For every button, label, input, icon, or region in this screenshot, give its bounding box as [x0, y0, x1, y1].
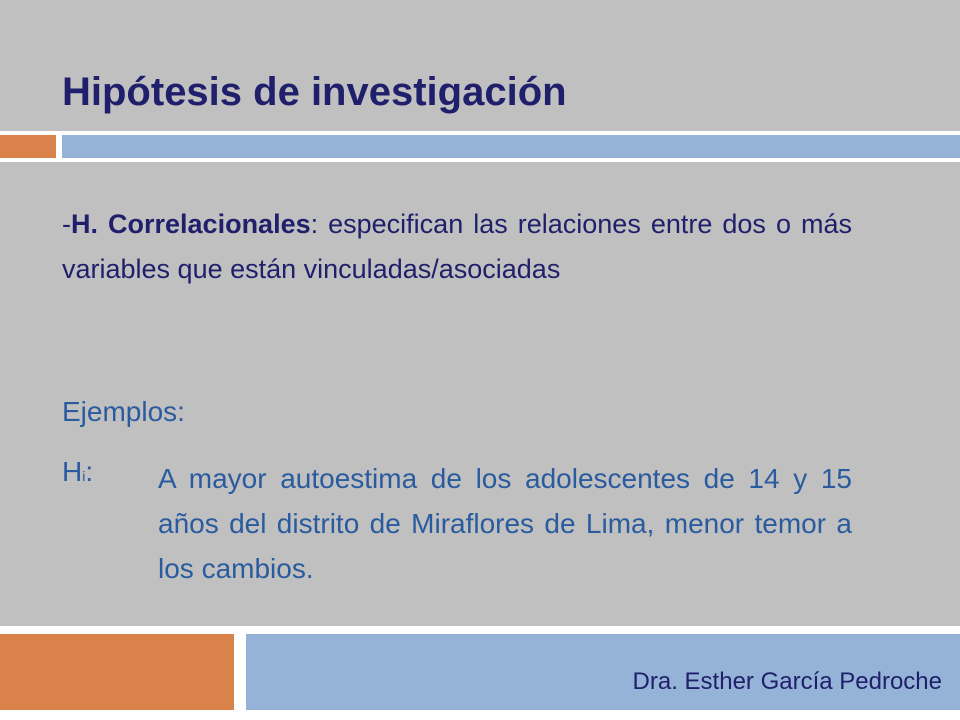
hypothesis-letter: H	[62, 456, 83, 487]
top-divider-white-bottom	[0, 158, 960, 162]
hypothesis-subscript: i	[82, 468, 86, 484]
definition-term: H. Correlacionales	[71, 209, 311, 239]
definition-text: : especifican las relaciones entre dos o más variables que están vinculadas/asociadas	[62, 209, 852, 284]
top-accent-blue	[62, 135, 960, 158]
hypothesis-text: A mayor autoestima de los adolescentes de 14 y 15 años del distrito de Miraflores de Lima, menor temor a los cambios.	[158, 463, 852, 584]
author-footer: Dra. Esther García Pedroche	[632, 668, 942, 695]
examples-label: Ejemplos:	[62, 396, 185, 427]
top-accent-orange	[0, 135, 56, 158]
bottom-divider-white	[0, 626, 960, 634]
definition-prefix: -	[62, 209, 71, 239]
bottom-divider-gap	[234, 634, 246, 720]
bottom-accent-orange	[0, 634, 234, 710]
hypothesis-label	[62, 456, 93, 488]
slide-title: Hipótesis de investigación	[62, 70, 567, 114]
hypothesis-colon: :	[85, 456, 94, 487]
content-area	[62, 202, 852, 292]
definition-paragraph	[62, 202, 852, 292]
bottom-divider-white-bottom	[0, 710, 960, 720]
